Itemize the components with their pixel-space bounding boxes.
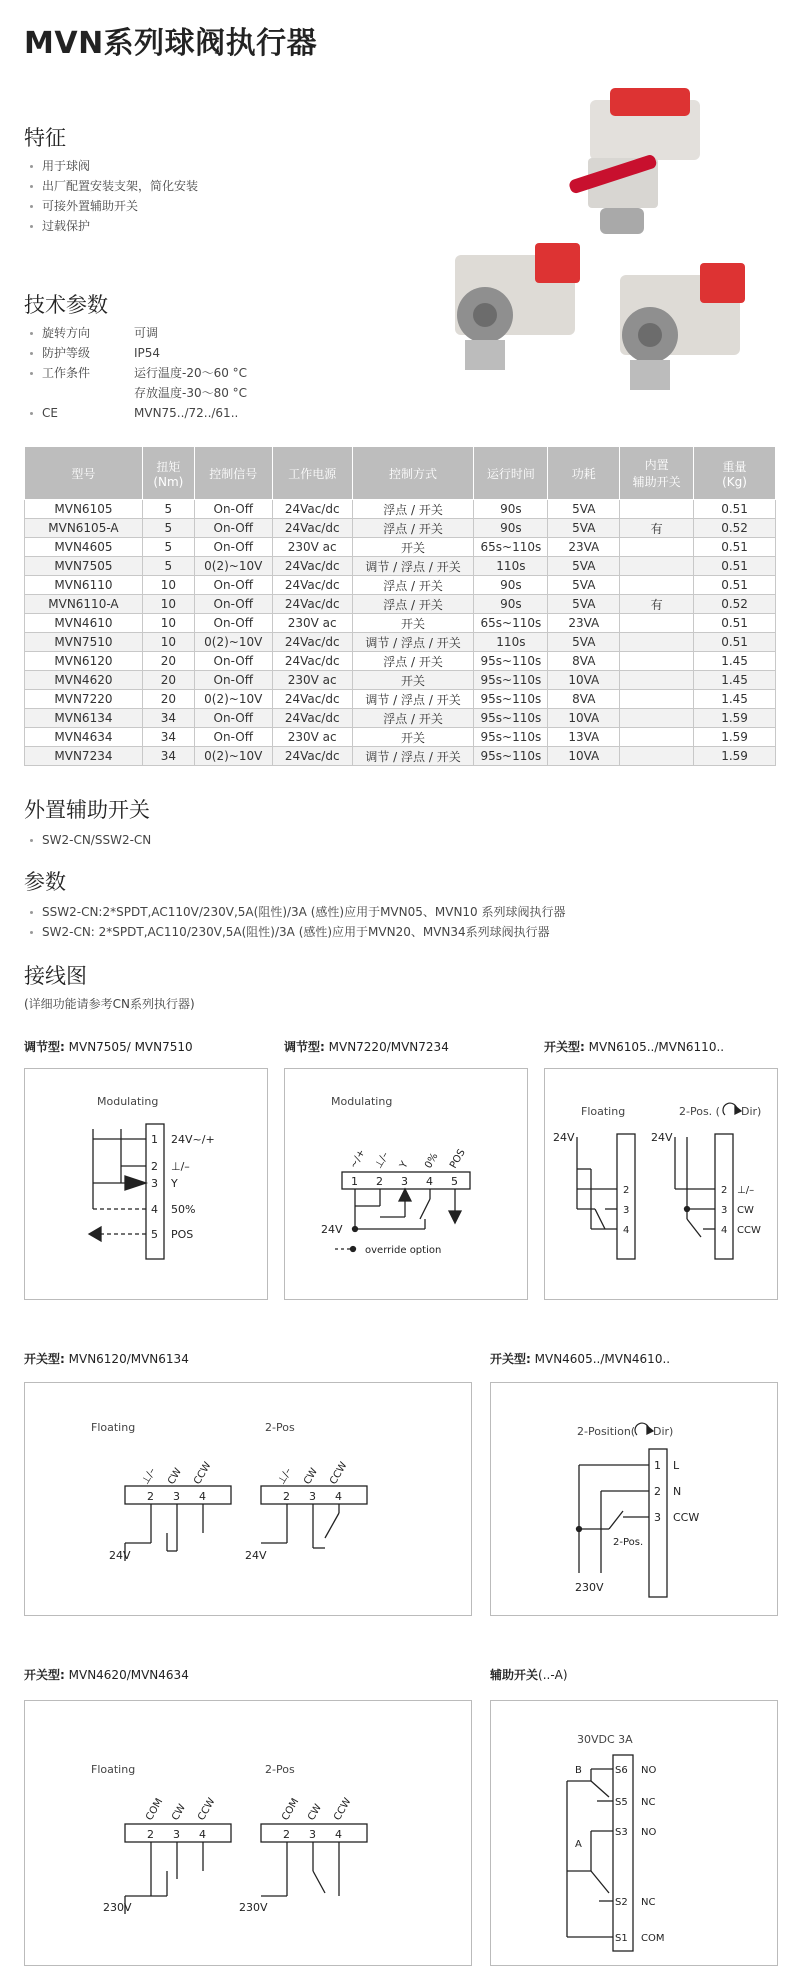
d1-label: 50% xyxy=(171,1203,196,1216)
table-cell xyxy=(620,671,694,690)
d5-label: CCW xyxy=(673,1511,700,1524)
aux-list xyxy=(28,830,151,850)
table-cell: 230V ac xyxy=(272,671,352,690)
d7-term: S1 xyxy=(615,1933,628,1944)
page-title: MVN系列球阀执行器 xyxy=(24,26,318,61)
table-cell: MVN4634 xyxy=(25,728,143,747)
d6-tlabel: CW xyxy=(306,1802,325,1823)
d2-term: 1 xyxy=(351,1175,358,1188)
d5-volt: 230V xyxy=(575,1581,604,1594)
d7-label: COM xyxy=(641,1933,665,1944)
d4-tlabel: CW xyxy=(166,1466,185,1487)
table-cell: MVN7510 xyxy=(25,633,143,652)
table-row xyxy=(25,709,776,728)
table-cell: 34 xyxy=(142,747,194,766)
table-cell xyxy=(620,728,694,747)
table-cell: 1.59 xyxy=(694,728,776,747)
d6-term: 3 xyxy=(309,1828,316,1841)
table-cell xyxy=(620,557,694,576)
product-photo-right xyxy=(590,255,760,405)
d4-tlabel: ⊥/– xyxy=(276,1466,295,1487)
d3-label: CCW xyxy=(737,1225,761,1236)
table-cell: 24Vac/dc xyxy=(272,747,352,766)
d6-tlabel: COM xyxy=(280,1796,302,1823)
d2-term: 5 xyxy=(451,1175,458,1188)
table-cell: 0(2)~10V xyxy=(194,690,272,709)
table-cell xyxy=(620,500,694,519)
table-cell: 5VA xyxy=(548,519,620,538)
table-cell: 0.51 xyxy=(694,538,776,557)
d5-term: 2 xyxy=(654,1485,661,1498)
table-cell: MVN6110-A xyxy=(25,595,143,614)
spec-table xyxy=(24,446,776,766)
table-cell: MVN7234 xyxy=(25,747,143,766)
table-cell: 13VA xyxy=(548,728,620,747)
d3-term: 2 xyxy=(721,1185,728,1196)
table-cell: On-Off xyxy=(194,576,272,595)
table-cell: 浮点 / 开关 xyxy=(352,576,474,595)
d6-term: 2 xyxy=(283,1828,290,1841)
d4-tlabel: CCW xyxy=(328,1460,350,1487)
table-cell: 0.51 xyxy=(694,500,776,519)
d1-mode: Modulating xyxy=(97,1095,159,1108)
table-cell: 0(2)~10V xyxy=(194,633,272,652)
product-photo-left xyxy=(425,235,595,385)
d4-term: 4 xyxy=(199,1490,206,1503)
d7-rating: 30VDC 3A xyxy=(577,1733,633,1746)
table-cell: 65s~110s xyxy=(474,614,548,633)
table-cell: 10 xyxy=(142,576,194,595)
table-cell: 10 xyxy=(142,595,194,614)
table-cell: MVN6120 xyxy=(25,652,143,671)
table-row xyxy=(25,595,776,614)
d1-term: 1 xyxy=(151,1133,158,1146)
d7-label: NC xyxy=(641,1897,656,1908)
table-cell: 有 xyxy=(620,595,694,614)
table-cell: 0.52 xyxy=(694,519,776,538)
table-cell: 浮点 / 开关 xyxy=(352,519,474,538)
table-cell: 开关 xyxy=(352,614,474,633)
table-header: 控制信号 xyxy=(194,447,272,500)
table-cell: 0(2)~10V xyxy=(194,747,272,766)
table-cell: 24Vac/dc xyxy=(272,709,352,728)
diagram-5 xyxy=(490,1382,778,1616)
param-item: SW2-CN: 2*SPDT,AC110/230V,5A(阻性)/3A (感性)应用于MVN20、MVN34系列球阀执行器 xyxy=(28,922,566,942)
d6-tlabel: CCW xyxy=(196,1796,218,1823)
table-cell: 浮点 / 开关 xyxy=(352,500,474,519)
table-cell: 浮点 / 开关 xyxy=(352,652,474,671)
table-cell: 24Vac/dc xyxy=(272,500,352,519)
d4-mode2: 2-Pos xyxy=(265,1421,295,1434)
table-cell: 90s xyxy=(474,576,548,595)
table-header: 工作电源 xyxy=(272,447,352,500)
table-cell: MVN6105-A xyxy=(25,519,143,538)
table-cell: 1.45 xyxy=(694,690,776,709)
d6-tlabel: COM xyxy=(144,1796,166,1823)
d4-term: 3 xyxy=(173,1490,180,1503)
d4-mode1: Floating xyxy=(91,1421,136,1434)
d1-label: POS xyxy=(171,1228,194,1241)
table-cell: 95s~110s xyxy=(474,690,548,709)
d5-label: N xyxy=(673,1485,682,1498)
d1-label: 24V~/+ xyxy=(171,1133,215,1146)
d1-term: 2 xyxy=(151,1160,158,1173)
table-cell: MVN6105 xyxy=(25,500,143,519)
d2-term: 2 xyxy=(376,1175,383,1188)
diagram-6 xyxy=(24,1700,472,1966)
table-cell: 10VA xyxy=(548,709,620,728)
table-header: 重量 (Kg) xyxy=(694,447,776,500)
table-header: 扭矩 (Nm) xyxy=(142,447,194,500)
d1-term: 3 xyxy=(151,1177,158,1190)
table-cell: 有 xyxy=(620,519,694,538)
table-cell: 8VA xyxy=(548,652,620,671)
table-cell: 0.52 xyxy=(694,595,776,614)
table-row xyxy=(25,671,776,690)
table-cell: On-Off xyxy=(194,500,272,519)
params-list xyxy=(28,902,566,942)
d3-mode2: 2-Pos. ( xyxy=(679,1105,720,1118)
d1-label: Y xyxy=(171,1177,178,1190)
d7-term: S2 xyxy=(615,1897,628,1908)
d2-tlabel: ~/+ xyxy=(348,1147,368,1171)
table-cell: 90s xyxy=(474,595,548,614)
d4-term: 2 xyxy=(283,1490,290,1503)
diagram-2-label: 调节型: MVN7220/MVN7234 xyxy=(284,1040,449,1054)
table-cell: 5 xyxy=(142,519,194,538)
d4-term: 4 xyxy=(335,1490,342,1503)
table-cell: On-Off xyxy=(194,652,272,671)
table-cell: 5VA xyxy=(548,595,620,614)
table-cell: On-Off xyxy=(194,614,272,633)
d3-term: 4 xyxy=(623,1225,630,1236)
table-cell: 1.59 xyxy=(694,709,776,728)
spec-row: 存放温度-30～80 °C xyxy=(134,386,248,400)
table-cell: 5 xyxy=(142,557,194,576)
table-header: 功耗 xyxy=(548,447,620,500)
table-cell: 20 xyxy=(142,652,194,671)
d4-volt: 24V xyxy=(245,1549,267,1562)
table-cell: 1.45 xyxy=(694,652,776,671)
d3-term: 2 xyxy=(623,1185,630,1196)
table-cell: 调节 / 浮点 / 开关 xyxy=(352,747,474,766)
diagram-7 xyxy=(490,1700,778,1966)
tech-heading: 技术参数 xyxy=(24,293,108,317)
table-cell: 10VA xyxy=(548,671,620,690)
table-cell: MVN4610 xyxy=(25,614,143,633)
table-cell: On-Off xyxy=(194,538,272,557)
diagram-7-label: 辅助开关(..-A) xyxy=(490,1668,568,1682)
d1-label: ⊥/– xyxy=(171,1160,190,1173)
table-cell xyxy=(620,652,694,671)
table-cell: 5VA xyxy=(548,633,620,652)
table-cell: 20 xyxy=(142,671,194,690)
table-cell: 5 xyxy=(142,538,194,557)
table-cell: 230V ac xyxy=(272,614,352,633)
table-header: 型号 xyxy=(25,447,143,500)
d2-tlabel: Y xyxy=(398,1159,411,1171)
table-cell: 5 xyxy=(142,500,194,519)
d5-term: 1 xyxy=(654,1459,661,1472)
d2-tlabel: POS xyxy=(448,1147,468,1171)
table-cell: 23VA xyxy=(548,614,620,633)
diagram-1 xyxy=(24,1068,268,1300)
diagram-3-label: 开关型: MVN6105../MVN6110.. xyxy=(544,1040,725,1054)
diagram-2 xyxy=(284,1068,528,1300)
table-cell: 开关 xyxy=(352,728,474,747)
d2-24v: 24V xyxy=(321,1223,343,1236)
table-cell: On-Off xyxy=(194,728,272,747)
d5-dir: Dir) xyxy=(653,1425,674,1438)
table-cell: On-Off xyxy=(194,671,272,690)
table-header: 运行时间 xyxy=(474,447,548,500)
d6-mode1: Floating xyxy=(91,1763,136,1776)
table-cell xyxy=(620,538,694,557)
table-cell: 调节 / 浮点 / 开关 xyxy=(352,633,474,652)
table-row xyxy=(25,728,776,747)
table-cell: 24Vac/dc xyxy=(272,690,352,709)
d3-term: 3 xyxy=(721,1205,728,1216)
table-row xyxy=(25,652,776,671)
features-heading: 特征 xyxy=(24,126,66,150)
d7-b: B xyxy=(575,1765,582,1776)
table-cell: 23VA xyxy=(548,538,620,557)
table-cell: MVN6110 xyxy=(25,576,143,595)
table-cell: 开关 xyxy=(352,538,474,557)
table-cell: 10VA xyxy=(548,747,620,766)
table-cell: 24Vac/dc xyxy=(272,557,352,576)
table-cell xyxy=(620,614,694,633)
table-cell: 110s xyxy=(474,557,548,576)
d5-term: 3 xyxy=(654,1511,661,1524)
diagram-6-label: 开关型: MVN4620/MVN4634 xyxy=(24,1668,189,1682)
table-cell: MVN7505 xyxy=(25,557,143,576)
table-cell: 65s~110s xyxy=(474,538,548,557)
feature-item: 用于球阀 xyxy=(28,156,198,176)
d6-term: 4 xyxy=(199,1828,206,1841)
table-cell: 0.51 xyxy=(694,633,776,652)
d6-term: 4 xyxy=(335,1828,342,1841)
d6-volt: 230V xyxy=(103,1901,132,1914)
feature-item: 过载保护 xyxy=(28,216,198,236)
d6-tlabel: CCW xyxy=(332,1796,354,1823)
table-cell: 95s~110s xyxy=(474,747,548,766)
d6-volt: 230V xyxy=(239,1901,268,1914)
table-cell: 10 xyxy=(142,633,194,652)
d5-label: L xyxy=(673,1459,680,1472)
table-cell: 230V ac xyxy=(272,538,352,557)
d4-tlabel: ⊥/– xyxy=(140,1466,159,1487)
spec-row: CE MVN75../72../61.. xyxy=(28,403,247,423)
table-row xyxy=(25,557,776,576)
table-header: 内置 辅助开关 xyxy=(620,447,694,500)
table-cell: 90s xyxy=(474,519,548,538)
d7-a: A xyxy=(575,1839,582,1850)
d3-term: 4 xyxy=(721,1225,728,1236)
table-row xyxy=(25,690,776,709)
table-cell: 8VA xyxy=(548,690,620,709)
table-cell: 1.45 xyxy=(694,671,776,690)
table-cell: MVN4605 xyxy=(25,538,143,557)
diagram-1-label: 调节型: MVN7505/ MVN7510 xyxy=(24,1040,193,1054)
d2-term: 3 xyxy=(401,1175,408,1188)
table-cell: 浮点 / 开关 xyxy=(352,709,474,728)
d1-term: 4 xyxy=(151,1203,158,1216)
aux-item: SW2-CN/SSW2-CN xyxy=(28,830,151,850)
spec-row: 旋转方向 可调 xyxy=(28,323,247,343)
table-cell: On-Off xyxy=(194,519,272,538)
table-cell: 5VA xyxy=(548,576,620,595)
table-cell: 调节 / 浮点 / 开关 xyxy=(352,557,474,576)
diagram-5-label: 开关型: MVN4605../MVN4610.. xyxy=(490,1352,671,1366)
d3-label: CW xyxy=(737,1205,754,1216)
table-cell: 24Vac/dc xyxy=(272,633,352,652)
wiring-heading: 接线图 xyxy=(24,964,87,988)
d2-tlabel: 0% xyxy=(423,1151,441,1171)
table-row xyxy=(25,500,776,519)
table-cell: On-Off xyxy=(194,595,272,614)
table-cell: On-Off xyxy=(194,709,272,728)
d2-term: 4 xyxy=(426,1175,433,1188)
table-cell: 34 xyxy=(142,728,194,747)
d6-mode2: 2-Pos xyxy=(265,1763,295,1776)
d7-label: NO xyxy=(641,1827,657,1838)
d3-term: 3 xyxy=(623,1205,630,1216)
d3-mode1: Floating xyxy=(581,1105,626,1118)
table-header: 控制方式 xyxy=(352,447,474,500)
table-cell: 90s xyxy=(474,500,548,519)
diagram-4-label: 开关型: MVN6120/MVN6134 xyxy=(24,1352,189,1366)
d4-tlabel: CCW xyxy=(192,1460,214,1487)
table-cell: 0.51 xyxy=(694,576,776,595)
table-row xyxy=(25,614,776,633)
table-cell: 5VA xyxy=(548,500,620,519)
d4-term: 2 xyxy=(147,1490,154,1503)
params-heading: 参数 xyxy=(24,870,66,894)
d2-tlabel: ⊥/– xyxy=(373,1150,392,1171)
table-cell: 0(2)~10V xyxy=(194,557,272,576)
table-row xyxy=(25,576,776,595)
d2-override: override option xyxy=(365,1245,442,1256)
table-cell: MVN6134 xyxy=(25,709,143,728)
table-cell: 95s~110s xyxy=(474,671,548,690)
spec-row: 工作条件 运行温度-20～60 °C xyxy=(28,363,247,383)
table-cell: MVN7220 xyxy=(25,690,143,709)
table-cell: 34 xyxy=(142,709,194,728)
table-cell: 95s~110s xyxy=(474,709,548,728)
table-cell: 95s~110s xyxy=(474,728,548,747)
table-cell: 开关 xyxy=(352,671,474,690)
d5-mode: 2-Position( xyxy=(577,1425,636,1438)
table-cell: 0.51 xyxy=(694,614,776,633)
d4-volt: 24V xyxy=(109,1549,131,1562)
d3-dir: Dir) xyxy=(741,1105,762,1118)
d3-24vb: 24V xyxy=(651,1131,673,1144)
table-cell: MVN4620 xyxy=(25,671,143,690)
aux-heading: 外置辅助开关 xyxy=(24,798,150,822)
table-row xyxy=(25,519,776,538)
d6-term: 3 xyxy=(173,1828,180,1841)
table-cell: 浮点 / 开关 xyxy=(352,595,474,614)
feature-item: 出厂配置安装支架，简化安装 xyxy=(28,176,198,196)
table-row xyxy=(25,538,776,557)
table-cell: 5VA xyxy=(548,557,620,576)
d5-pos: 2-Pos. xyxy=(613,1537,644,1548)
product-photo-main xyxy=(530,80,730,250)
diagram-3 xyxy=(544,1068,778,1300)
table-cell: 110s xyxy=(474,633,548,652)
table-row xyxy=(25,633,776,652)
table-cell xyxy=(620,576,694,595)
table-cell: 95s~110s xyxy=(474,652,548,671)
table-cell: 调节 / 浮点 / 开关 xyxy=(352,690,474,709)
table-cell xyxy=(620,709,694,728)
d7-label: NO xyxy=(641,1765,657,1776)
d1-term: 5 xyxy=(151,1228,158,1241)
d7-label: NC xyxy=(641,1797,656,1808)
param-item: SSW2-CN:2*SPDT,AC110V/230V,5A(阻性)/3A (感性)应用于MVN05、MVN10 系列球阀执行器 xyxy=(28,902,566,922)
table-cell: 230V ac xyxy=(272,728,352,747)
d2-mode: Modulating xyxy=(331,1095,393,1108)
wiring-note: (详细功能请参考CN系列执行器) xyxy=(24,997,195,1011)
table-cell: 10 xyxy=(142,614,194,633)
d3-24va: 24V xyxy=(553,1131,575,1144)
spec-row: 防护等级 IP54 xyxy=(28,343,247,363)
diagram-4 xyxy=(24,1382,472,1616)
features-list xyxy=(28,156,198,236)
table-cell: 24Vac/dc xyxy=(272,652,352,671)
table-cell: 20 xyxy=(142,690,194,709)
table-cell xyxy=(620,633,694,652)
d7-term: S6 xyxy=(615,1765,628,1776)
feature-item: 可接外置辅助开关 xyxy=(28,196,198,216)
table-cell: 24Vac/dc xyxy=(272,576,352,595)
d4-term: 3 xyxy=(309,1490,316,1503)
d6-term: 2 xyxy=(147,1828,154,1841)
d4-tlabel: CW xyxy=(302,1466,321,1487)
table-cell xyxy=(620,747,694,766)
table-row xyxy=(25,747,776,766)
table-cell: 24Vac/dc xyxy=(272,519,352,538)
table-cell: 1.59 xyxy=(694,747,776,766)
table-cell xyxy=(620,690,694,709)
d3-label: ⊥/– xyxy=(737,1185,755,1196)
table-cell: 0.51 xyxy=(694,557,776,576)
table-cell: 24Vac/dc xyxy=(272,595,352,614)
d6-tlabel: CW xyxy=(170,1802,189,1823)
d7-term: S5 xyxy=(615,1797,628,1808)
d7-term: S3 xyxy=(615,1827,628,1838)
tech-specs xyxy=(28,323,247,423)
